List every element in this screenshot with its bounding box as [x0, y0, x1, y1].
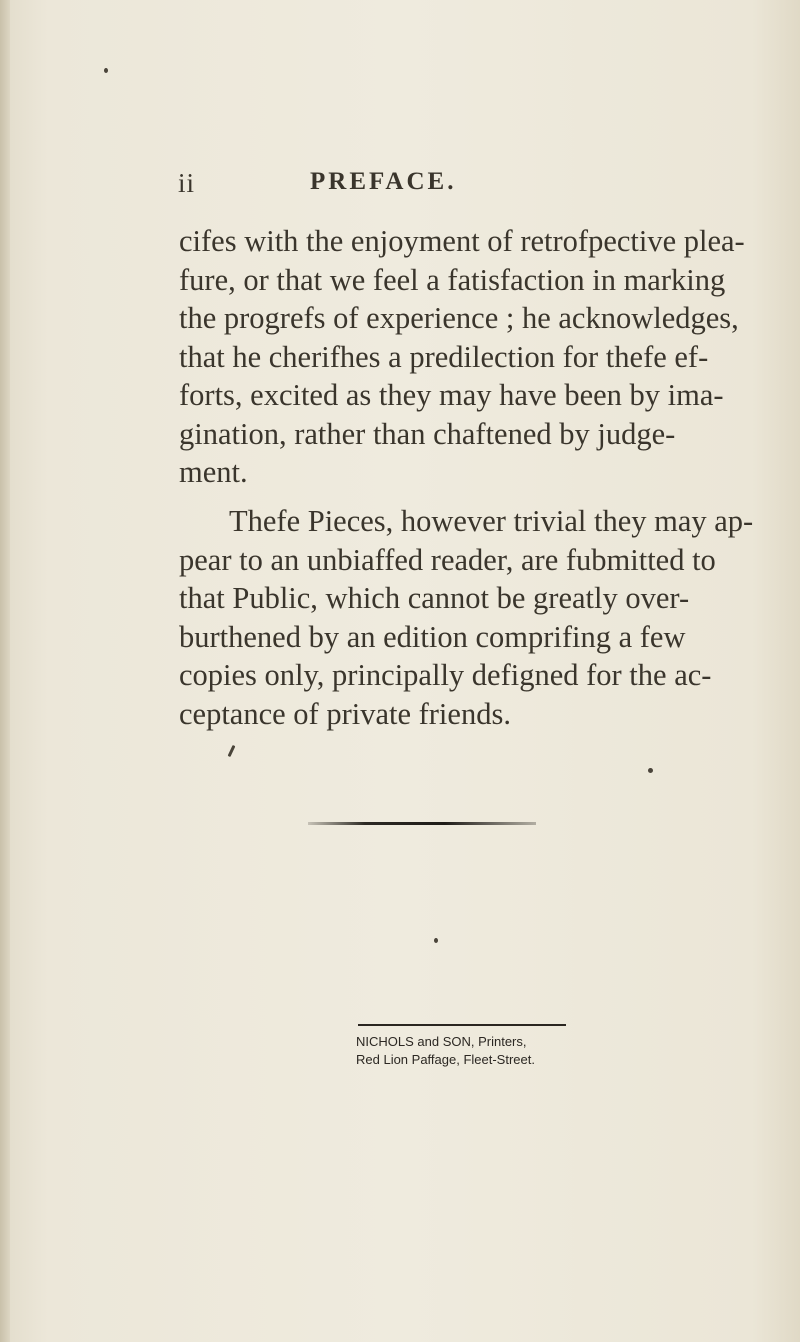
text-line: that he cherifhes a predilection for thefe ef-: [179, 339, 709, 374]
ink-speck: [648, 768, 653, 773]
printer-imprint: [356, 1024, 616, 1069]
text-line: that Public, which cannot be greatly over-: [179, 581, 690, 615]
running-title: PREFACE.: [310, 168, 457, 195]
paragraph-1: [179, 222, 745, 492]
text-line: pear to an unbiaffed reader, are fubmitted to: [179, 542, 716, 577]
imprint-line-2: Red Lion Paffage, Fleet-Street.: [356, 1052, 535, 1067]
text-line: copies only, principally defigned for the ac-: [179, 658, 712, 692]
text-line: fure, or that we feel a fatisfaction in marking: [179, 262, 726, 297]
page-number: ii: [178, 168, 196, 198]
imprint-rule: [358, 1024, 566, 1026]
text-line: ceptance of private friends.: [179, 696, 511, 731]
ink-speck: [434, 938, 438, 943]
page-header: [0, 168, 800, 200]
imprint-line-1: NICHOLS and SON, Printers,: [356, 1034, 527, 1049]
text-line: Thefe Pieces, however trivial they may ap-: [229, 504, 754, 538]
section-divider-rule: [308, 822, 536, 825]
text-line: ment.: [179, 455, 248, 489]
paragraph-2: [179, 502, 754, 733]
page-gutter-edge: [0, 0, 10, 1342]
text-line: gination, rather than chaftened by judge-: [179, 416, 676, 451]
ink-speck: [104, 68, 108, 73]
text-line: the progrefs of experience ; he acknowledges,: [179, 301, 739, 335]
text-line: forts, excited as they may have been by ima-: [179, 378, 724, 412]
text-line: cifes with the enjoyment of retrofpective plea-: [179, 224, 745, 258]
text-line: burthened by an edition comprifing a few: [179, 619, 686, 654]
